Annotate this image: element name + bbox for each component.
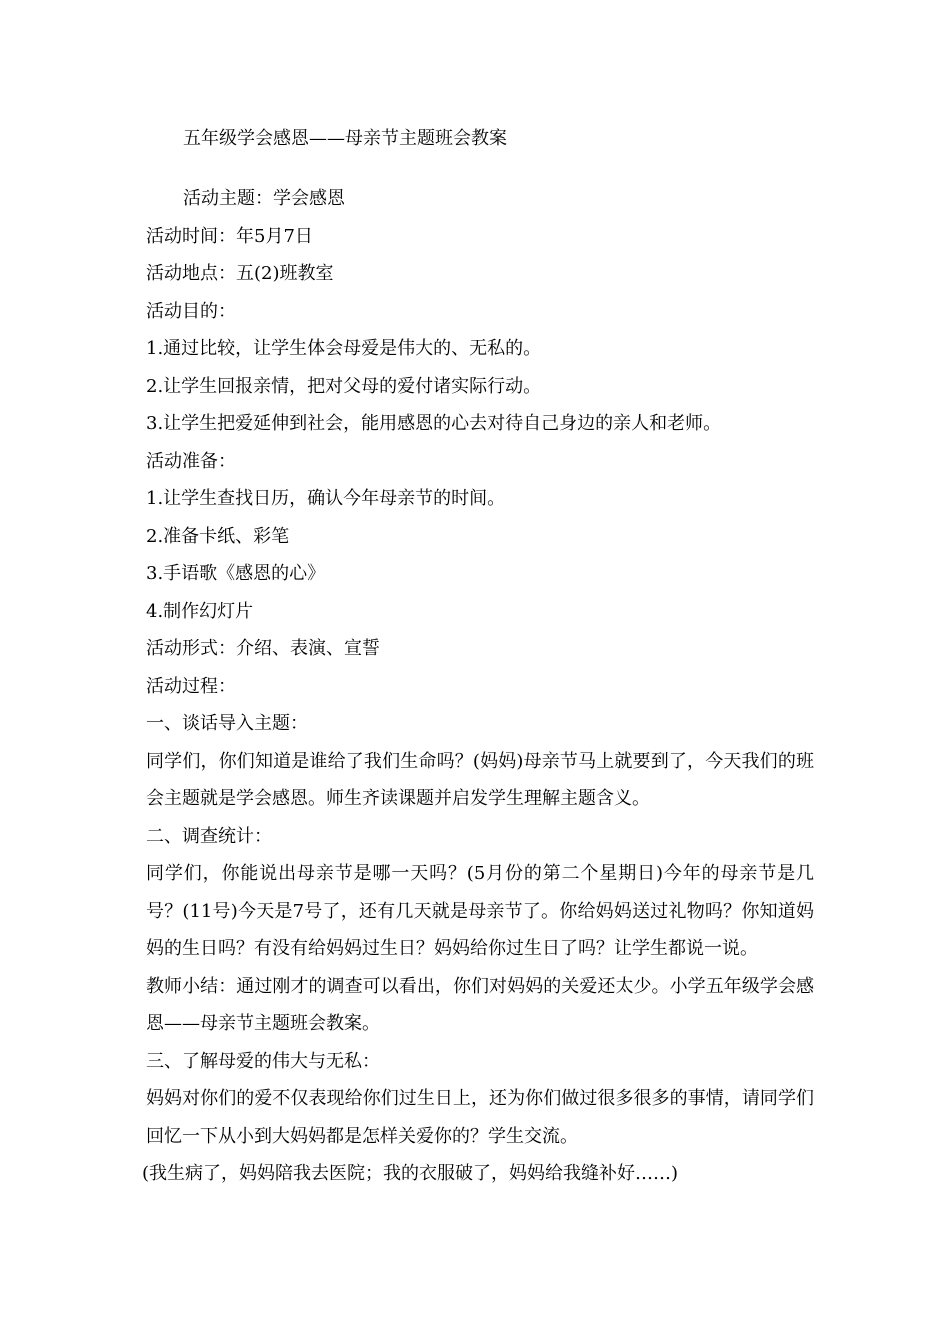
section-1-paragraph: 同学们，你们知道是谁给了我们生命吗？(妈妈)母亲节马上就要到了，今天我们的班会主题就是学会感恩。师生齐读课题并启发学生理解主题含义。 [146,750,814,809]
section-3-example: (我生病了，妈妈陪我去医院；我的衣服破了，妈妈给我缝补好……) [142,1163,679,1184]
section-3-heading: 三、了解母爱的伟大与无私： [146,1050,380,1072]
activity-place: 活动地点：五(2)班教室 [146,263,334,284]
process-heading: 活动过程： [146,675,236,697]
document-title: 五年级学会感恩——母亲节主题班会教案 [183,128,507,149]
prep-heading: 活动准备： [146,450,236,472]
prep-item-2: 2.准备卡纸、彩笔 [146,525,290,547]
prep-item-3: 3.手语歌《感恩的心》 [146,563,326,584]
section-1-heading: 一、谈话导入主题： [146,713,308,734]
prep-item-1: 1.让学生查找日历，确认今年母亲节的时间。 [146,488,506,509]
document-body [142,180,814,1193]
section-2-heading: 二、调查统计： [146,825,272,847]
prep-item-4: 4.制作幻灯片 [146,600,254,622]
goal-item-1: 1.通过比较，让学生体会母爱是伟大的、无私的。 [146,338,542,359]
activity-theme: 活动主题：学会感恩 [183,188,345,209]
goal-item-3: 3.让学生把爱延伸到社会，能用感恩的心去对待自己身边的亲人和老师。 [146,413,722,434]
goal-item-2: 2.让学生回报亲情，把对父母的爱付诸实际行动。 [146,375,542,397]
goals-heading: 活动目的： [146,300,236,322]
section-3-paragraph: 妈妈对你们的爱不仅表现给你们过生日上，还为你们做过很多很多的事情，请同学们回忆一下从小到大妈妈都是怎样关爱你的？学生交流。 [146,1088,814,1147]
activity-time: 活动时间：年5月7日 [146,225,313,247]
activity-form: 活动形式：介绍、表演、宣誓 [146,638,380,659]
section-2-paragraph: 同学们，你能说出母亲节是哪一天吗？(5月份的第二个星期日)今年的母亲节是几号？(11号)今天是7号了，还有几天就是母亲节了。你给妈妈送过礼物吗？你知道妈妈的生日吗？有没有给妈妈过生日？妈妈给你过生日了吗？让学生都说一说。 [146,863,814,959]
teacher-summary-paragraph: 教师小结：通过刚才的调查可以看出，你们对妈妈的关爱还太少。小学五年级学会感恩——母亲节主题班会教案。 [146,975,814,1034]
